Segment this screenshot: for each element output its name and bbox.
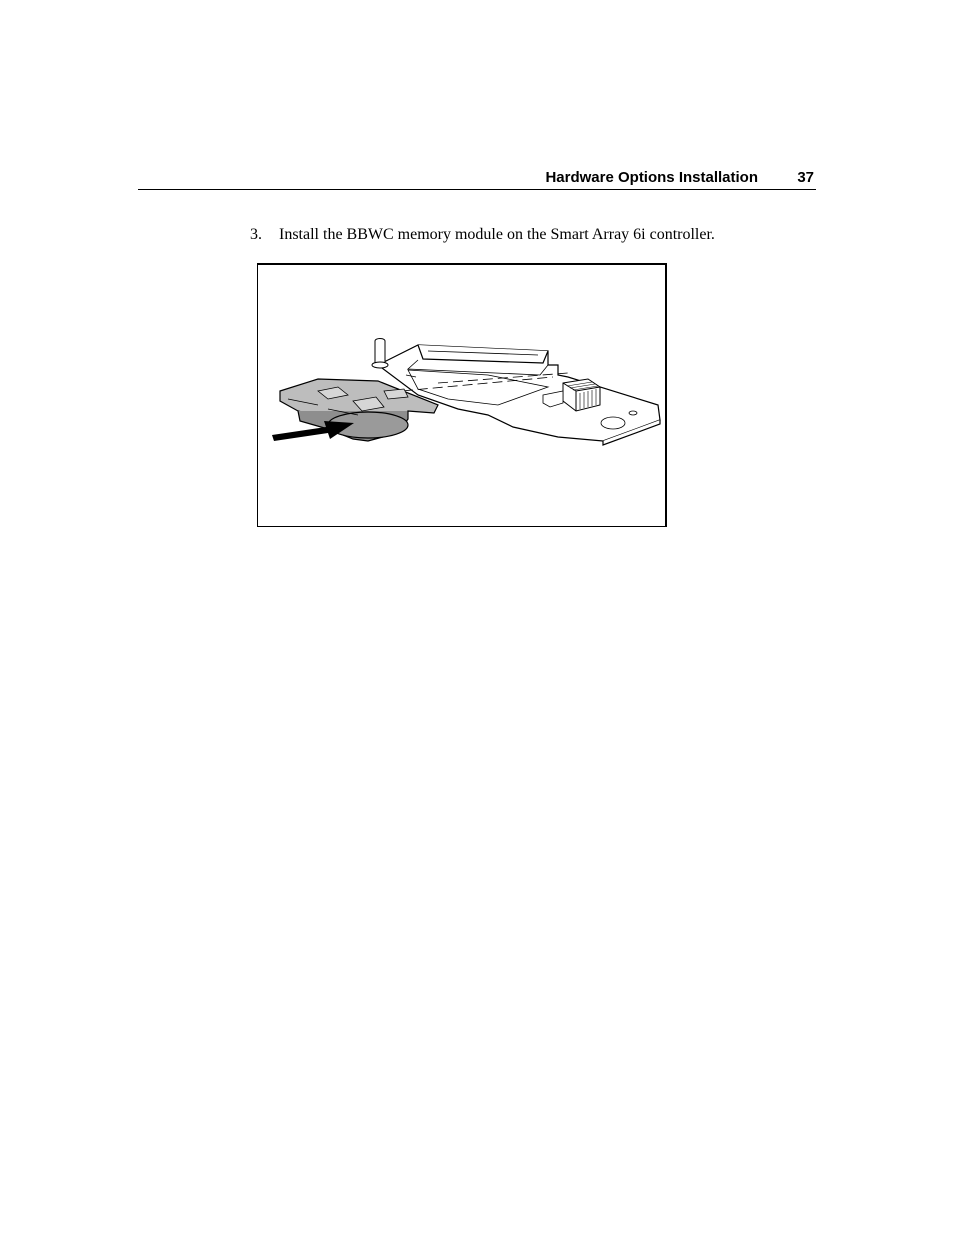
mounting-post — [372, 339, 388, 369]
installation-figure — [257, 263, 667, 527]
step-number: 3. — [250, 226, 262, 243]
page-header — [138, 168, 816, 190]
page-number: 37 — [797, 169, 814, 186]
header-section-title: Hardware Options Installation — [545, 169, 758, 186]
controller-illustration — [258, 265, 665, 526]
step-text: Install the BBWC memory module on the Smart Array 6i controller. — [279, 226, 715, 243]
step-3 — [250, 225, 715, 245]
